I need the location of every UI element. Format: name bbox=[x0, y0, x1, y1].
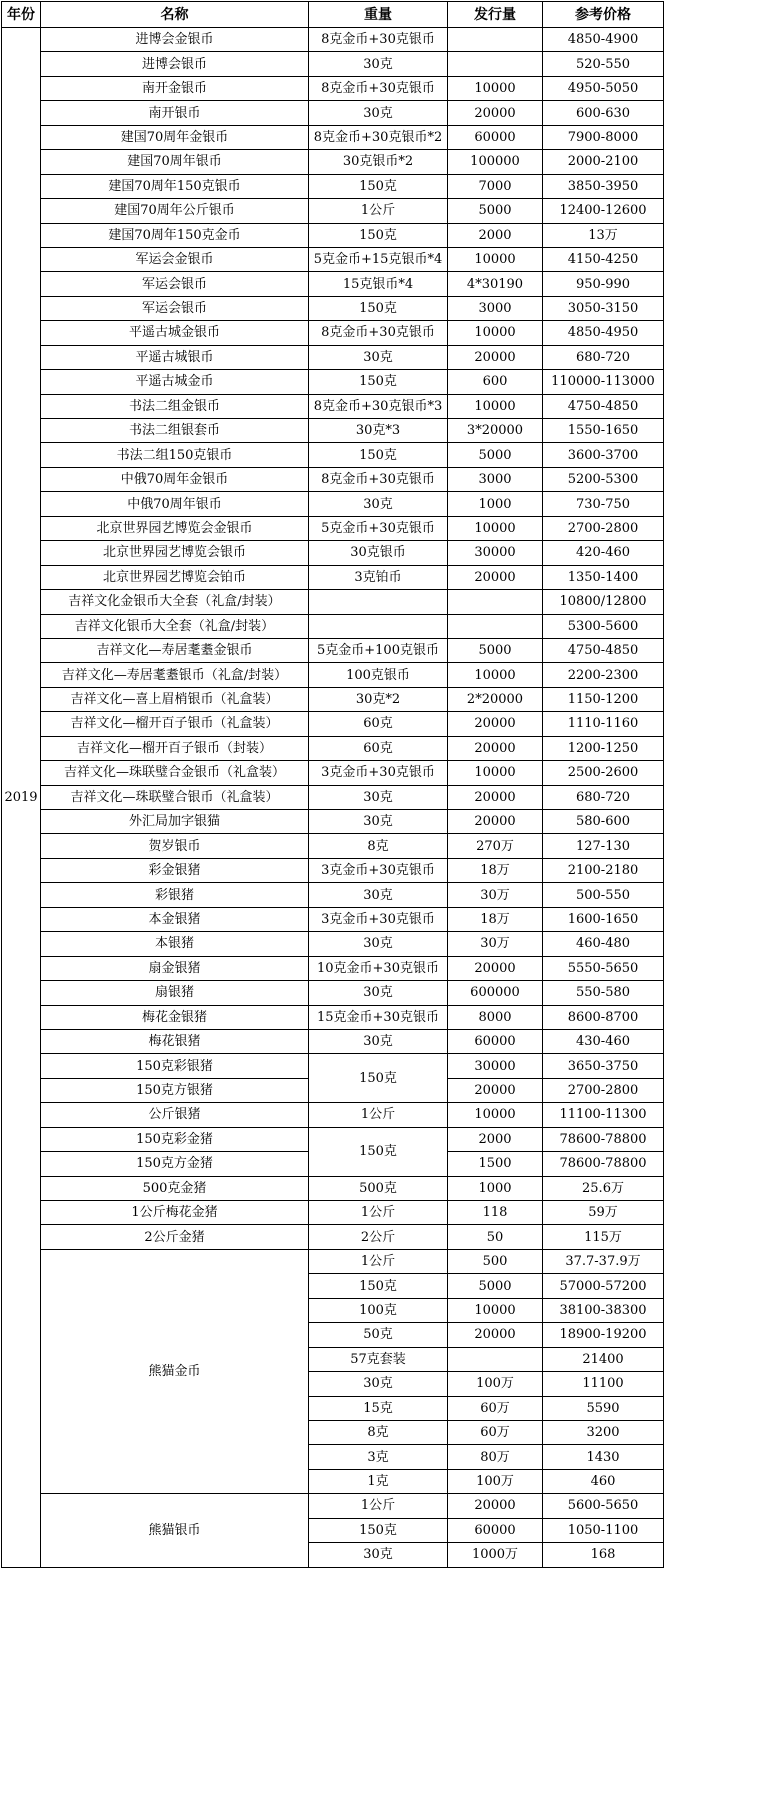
weight-cell: 1克 bbox=[309, 1469, 448, 1493]
mintage-cell: 20000 bbox=[448, 810, 543, 834]
name-cell: 吉祥文化—珠联璧合银币（礼盒装） bbox=[41, 785, 309, 809]
price-cell: 1350-1400 bbox=[543, 565, 664, 589]
weight-cell: 30克 bbox=[309, 1543, 448, 1567]
mintage-cell: 500 bbox=[448, 1249, 543, 1273]
table-row bbox=[2, 125, 664, 149]
price-cell: 2200-2300 bbox=[543, 663, 664, 687]
price-cell: 3850-3950 bbox=[543, 174, 664, 198]
price-cell: 680-720 bbox=[543, 345, 664, 369]
weight-cell: 1公斤 bbox=[309, 1249, 448, 1273]
header-weight: 重量 bbox=[309, 2, 448, 28]
name-cell: 吉祥文化金银币大全套（礼盒/封装） bbox=[41, 590, 309, 614]
mintage-cell: 2*20000 bbox=[448, 687, 543, 711]
mintage-cell: 60000 bbox=[448, 1029, 543, 1053]
name-cell: 熊猫金币 bbox=[41, 1249, 309, 1493]
name-cell: 贺岁银币 bbox=[41, 834, 309, 858]
price-cell: 2700-2800 bbox=[543, 516, 664, 540]
table-row bbox=[2, 541, 664, 565]
price-cell: 3650-3750 bbox=[543, 1054, 664, 1078]
weight-cell bbox=[309, 614, 448, 638]
name-cell: 北京世界园艺博览会铂币 bbox=[41, 565, 309, 589]
table-row bbox=[2, 419, 664, 443]
weight-cell: 8克 bbox=[309, 834, 448, 858]
mintage-cell: 600000 bbox=[448, 981, 543, 1005]
table-row bbox=[2, 761, 664, 785]
price-cell: 460 bbox=[543, 1469, 664, 1493]
table-row bbox=[2, 223, 664, 247]
price-cell: 168 bbox=[543, 1543, 664, 1567]
price-cell: 420-460 bbox=[543, 541, 664, 565]
table-row bbox=[2, 565, 664, 589]
weight-cell: 3克金币+30克银币 bbox=[309, 907, 448, 931]
weight-cell: 50克 bbox=[309, 1323, 448, 1347]
name-cell: 军运会金银币 bbox=[41, 247, 309, 271]
mintage-cell: 100000 bbox=[448, 150, 543, 174]
weight-cell: 5克金币+15克银币*4 bbox=[309, 247, 448, 271]
table-row bbox=[2, 1201, 664, 1225]
mintage-cell: 1000 bbox=[448, 1176, 543, 1200]
price-cell: 2500-2600 bbox=[543, 761, 664, 785]
name-cell: 扇金银猪 bbox=[41, 956, 309, 980]
table-row bbox=[2, 687, 664, 711]
name-cell: 梅花银猪 bbox=[41, 1029, 309, 1053]
name-cell: 吉祥文化—榴开百子银币（礼盒装） bbox=[41, 712, 309, 736]
table-row bbox=[2, 785, 664, 809]
price-cell: 5590 bbox=[543, 1396, 664, 1420]
price-cell: 500-550 bbox=[543, 883, 664, 907]
mintage-cell: 10000 bbox=[448, 761, 543, 785]
weight-cell: 10克金币+30克银币 bbox=[309, 956, 448, 980]
table-row bbox=[2, 663, 664, 687]
price-cell: 25.6万 bbox=[543, 1176, 664, 1200]
weight-cell: 1公斤 bbox=[309, 1103, 448, 1127]
name-cell: 建国70周年公斤银币 bbox=[41, 199, 309, 223]
mintage-cell: 60000 bbox=[448, 125, 543, 149]
price-cell: 2000-2100 bbox=[543, 150, 664, 174]
price-cell: 600-630 bbox=[543, 101, 664, 125]
price-cell: 12400-12600 bbox=[543, 199, 664, 223]
name-cell: 南开银币 bbox=[41, 101, 309, 125]
name-cell: 熊猫银币 bbox=[41, 1494, 309, 1567]
name-cell: 吉祥文化—珠联璧合金银币（礼盒装） bbox=[41, 761, 309, 785]
name-cell: 外汇局加字银猫 bbox=[41, 810, 309, 834]
weight-cell: 57克套装 bbox=[309, 1347, 448, 1371]
mintage-cell: 30万 bbox=[448, 932, 543, 956]
name-cell: 建国70周年银币 bbox=[41, 150, 309, 174]
name-cell: 150克方银猪 bbox=[41, 1078, 309, 1102]
table-row bbox=[2, 394, 664, 418]
mintage-cell: 60万 bbox=[448, 1420, 543, 1444]
mintage-cell: 270万 bbox=[448, 834, 543, 858]
table-row bbox=[2, 76, 664, 100]
weight-cell: 30克 bbox=[309, 810, 448, 834]
weight-cell: 8克金币+30克银币 bbox=[309, 467, 448, 491]
name-cell: 平遥古城金币 bbox=[41, 370, 309, 394]
mintage-cell: 18万 bbox=[448, 858, 543, 882]
name-cell: 军运会银币 bbox=[41, 296, 309, 320]
table-row bbox=[2, 247, 664, 271]
weight-cell: 3克金币+30克银币 bbox=[309, 858, 448, 882]
name-cell: 书法二组150克银币 bbox=[41, 443, 309, 467]
weight-cell: 30克 bbox=[309, 883, 448, 907]
mintage-cell: 20000 bbox=[448, 956, 543, 980]
mintage-cell bbox=[448, 590, 543, 614]
mintage-cell: 10000 bbox=[448, 516, 543, 540]
weight-cell: 30克 bbox=[309, 981, 448, 1005]
mintage-cell: 10000 bbox=[448, 321, 543, 345]
weight-cell: 15克 bbox=[309, 1396, 448, 1420]
price-cell: 520-550 bbox=[543, 52, 664, 76]
mintage-cell: 80万 bbox=[448, 1445, 543, 1469]
weight-cell: 150克 bbox=[309, 223, 448, 247]
table-row bbox=[2, 150, 664, 174]
weight-cell: 8克金币+30克银币*3 bbox=[309, 394, 448, 418]
table-row bbox=[2, 1054, 664, 1078]
mintage-cell: 20000 bbox=[448, 785, 543, 809]
header-mintage: 发行量 bbox=[448, 2, 543, 28]
name-cell: 南开金银币 bbox=[41, 76, 309, 100]
table-row bbox=[2, 834, 664, 858]
weight-cell: 60克 bbox=[309, 712, 448, 736]
price-cell: 1600-1650 bbox=[543, 907, 664, 931]
name-cell: 中俄70周年银币 bbox=[41, 492, 309, 516]
mintage-cell: 10000 bbox=[448, 663, 543, 687]
weight-cell: 8克金币+30克银币 bbox=[309, 321, 448, 345]
mintage-cell: 5000 bbox=[448, 638, 543, 662]
coin-price-table bbox=[1, 1, 664, 1568]
weight-cell: 30克 bbox=[309, 1029, 448, 1053]
header-price: 参考价格 bbox=[543, 2, 664, 28]
mintage-cell: 10000 bbox=[448, 1298, 543, 1322]
name-cell: 吉祥文化—榴开百子银币（封装） bbox=[41, 736, 309, 760]
weight-cell: 3克 bbox=[309, 1445, 448, 1469]
price-cell: 7900-8000 bbox=[543, 125, 664, 149]
price-cell: 38100-38300 bbox=[543, 1298, 664, 1322]
name-cell: 本金银猪 bbox=[41, 907, 309, 931]
name-cell: 军运会银币 bbox=[41, 272, 309, 296]
price-cell: 4750-4850 bbox=[543, 638, 664, 662]
header-row bbox=[2, 2, 664, 28]
table-row bbox=[2, 858, 664, 882]
name-cell: 平遥古城银币 bbox=[41, 345, 309, 369]
table-row bbox=[2, 1127, 664, 1151]
mintage-cell: 50 bbox=[448, 1225, 543, 1249]
mintage-cell: 30万 bbox=[448, 883, 543, 907]
price-cell: 4150-4250 bbox=[543, 247, 664, 271]
table-row bbox=[2, 174, 664, 198]
weight-cell: 150克 bbox=[309, 1054, 448, 1103]
price-cell: 2700-2800 bbox=[543, 1078, 664, 1102]
mintage-cell: 20000 bbox=[448, 565, 543, 589]
mintage-cell: 60000 bbox=[448, 1518, 543, 1542]
table-row bbox=[2, 467, 664, 491]
name-cell: 梅花金银猪 bbox=[41, 1005, 309, 1029]
price-cell: 2100-2180 bbox=[543, 858, 664, 882]
weight-cell: 1公斤 bbox=[309, 1494, 448, 1518]
table-row bbox=[2, 810, 664, 834]
weight-cell bbox=[309, 590, 448, 614]
mintage-cell: 20000 bbox=[448, 101, 543, 125]
price-cell: 4950-5050 bbox=[543, 76, 664, 100]
weight-cell: 1公斤 bbox=[309, 199, 448, 223]
mintage-cell: 2000 bbox=[448, 1127, 543, 1151]
table-row bbox=[2, 272, 664, 296]
price-cell: 3050-3150 bbox=[543, 296, 664, 320]
price-cell: 580-600 bbox=[543, 810, 664, 834]
mintage-cell: 118 bbox=[448, 1201, 543, 1225]
price-cell: 430-460 bbox=[543, 1029, 664, 1053]
table-row bbox=[2, 883, 664, 907]
weight-cell: 8克金币+30克银币*2 bbox=[309, 125, 448, 149]
table-row bbox=[2, 1225, 664, 1249]
price-cell: 550-580 bbox=[543, 981, 664, 1005]
price-cell: 1050-1100 bbox=[543, 1518, 664, 1542]
table-row bbox=[2, 52, 664, 76]
mintage-cell: 600 bbox=[448, 370, 543, 394]
name-cell: 北京世界园艺博览会金银币 bbox=[41, 516, 309, 540]
name-cell: 500克金猪 bbox=[41, 1176, 309, 1200]
mintage-cell: 5000 bbox=[448, 1274, 543, 1298]
weight-cell: 150克 bbox=[309, 296, 448, 320]
price-cell: 4850-4900 bbox=[543, 28, 664, 52]
price-cell: 11100-11300 bbox=[543, 1103, 664, 1127]
weight-cell: 150克 bbox=[309, 370, 448, 394]
table-row bbox=[2, 1005, 664, 1029]
price-cell: 10800/12800 bbox=[543, 590, 664, 614]
table-row bbox=[2, 638, 664, 662]
mintage-cell: 3000 bbox=[448, 296, 543, 320]
name-cell: 建国70周年150克金币 bbox=[41, 223, 309, 247]
name-cell: 中俄70周年金银币 bbox=[41, 467, 309, 491]
mintage-cell: 10000 bbox=[448, 247, 543, 271]
name-cell: 进博会金银币 bbox=[41, 28, 309, 52]
mintage-cell: 1500 bbox=[448, 1152, 543, 1176]
mintage-cell bbox=[448, 614, 543, 638]
mintage-cell: 20000 bbox=[448, 736, 543, 760]
name-cell: 彩金银猪 bbox=[41, 858, 309, 882]
table-row bbox=[2, 345, 664, 369]
name-cell: 本银猪 bbox=[41, 932, 309, 956]
year-cell: 2019 bbox=[2, 28, 41, 1568]
price-cell: 4750-4850 bbox=[543, 394, 664, 418]
name-cell: 吉祥文化—寿居耄耋金银币 bbox=[41, 638, 309, 662]
mintage-cell: 3*20000 bbox=[448, 419, 543, 443]
weight-cell: 60克 bbox=[309, 736, 448, 760]
price-cell: 730-750 bbox=[543, 492, 664, 516]
table-row bbox=[2, 907, 664, 931]
weight-cell: 30克银币*2 bbox=[309, 150, 448, 174]
weight-cell: 30克*3 bbox=[309, 419, 448, 443]
table-row bbox=[2, 296, 664, 320]
mintage-cell: 60万 bbox=[448, 1396, 543, 1420]
name-cell: 扇银猪 bbox=[41, 981, 309, 1005]
name-cell: 吉祥文化—寿居耄耋银币（礼盒/封装） bbox=[41, 663, 309, 687]
name-cell: 彩银猪 bbox=[41, 883, 309, 907]
weight-cell: 8克金币+30克银币 bbox=[309, 28, 448, 52]
price-cell: 115万 bbox=[543, 1225, 664, 1249]
table-row bbox=[2, 1029, 664, 1053]
mintage-cell bbox=[448, 1347, 543, 1371]
price-cell: 1550-1650 bbox=[543, 419, 664, 443]
table-row bbox=[2, 28, 664, 52]
mintage-cell: 18万 bbox=[448, 907, 543, 931]
mintage-cell bbox=[448, 52, 543, 76]
mintage-cell: 1000万 bbox=[448, 1543, 543, 1567]
table-row bbox=[2, 492, 664, 516]
weight-cell: 1公斤 bbox=[309, 1201, 448, 1225]
mintage-cell: 4*30190 bbox=[448, 272, 543, 296]
weight-cell: 8克金币+30克银币 bbox=[309, 76, 448, 100]
weight-cell: 15克银币*4 bbox=[309, 272, 448, 296]
price-cell: 37.7-37.9万 bbox=[543, 1249, 664, 1273]
weight-cell: 30克 bbox=[309, 52, 448, 76]
weight-cell: 100克银币 bbox=[309, 663, 448, 687]
name-cell: 1公斤梅花金猪 bbox=[41, 1201, 309, 1225]
mintage-cell: 5000 bbox=[448, 443, 543, 467]
weight-cell: 30克 bbox=[309, 1372, 448, 1396]
price-cell: 3200 bbox=[543, 1420, 664, 1444]
table-row bbox=[2, 614, 664, 638]
weight-cell: 3克金币+30克银币 bbox=[309, 761, 448, 785]
name-cell: 书法二组金银币 bbox=[41, 394, 309, 418]
price-cell: 5550-5650 bbox=[543, 956, 664, 980]
weight-cell: 30克 bbox=[309, 101, 448, 125]
mintage-cell: 20000 bbox=[448, 1323, 543, 1347]
price-cell: 5200-5300 bbox=[543, 467, 664, 491]
price-cell: 5300-5600 bbox=[543, 614, 664, 638]
price-cell: 59万 bbox=[543, 1201, 664, 1225]
weight-cell: 30克 bbox=[309, 932, 448, 956]
weight-cell: 500克 bbox=[309, 1176, 448, 1200]
table-row bbox=[2, 1249, 664, 1273]
weight-cell: 15克金币+30克银币 bbox=[309, 1005, 448, 1029]
name-cell: 吉祥文化银币大全套（礼盒/封装） bbox=[41, 614, 309, 638]
price-cell: 1430 bbox=[543, 1445, 664, 1469]
table-row bbox=[2, 443, 664, 467]
name-cell: 150克彩金猪 bbox=[41, 1127, 309, 1151]
weight-cell: 150克 bbox=[309, 443, 448, 467]
price-cell: 21400 bbox=[543, 1347, 664, 1371]
weight-cell: 5克金币+100克银币 bbox=[309, 638, 448, 662]
table-row bbox=[2, 932, 664, 956]
price-cell: 3600-3700 bbox=[543, 443, 664, 467]
name-cell: 建国70周年150克银币 bbox=[41, 174, 309, 198]
price-cell: 127-130 bbox=[543, 834, 664, 858]
weight-cell: 30克 bbox=[309, 492, 448, 516]
mintage-cell: 100万 bbox=[448, 1372, 543, 1396]
table-row bbox=[2, 1103, 664, 1127]
table-row bbox=[2, 516, 664, 540]
name-cell: 150克彩银猪 bbox=[41, 1054, 309, 1078]
name-cell: 2公斤金猪 bbox=[41, 1225, 309, 1249]
weight-cell: 8克 bbox=[309, 1420, 448, 1444]
name-cell: 北京世界园艺博览会银币 bbox=[41, 541, 309, 565]
table-row bbox=[2, 1176, 664, 1200]
mintage-cell: 1000 bbox=[448, 492, 543, 516]
price-cell: 18900-19200 bbox=[543, 1323, 664, 1347]
table-row bbox=[2, 1494, 664, 1518]
price-cell: 13万 bbox=[543, 223, 664, 247]
mintage-cell: 5000 bbox=[448, 199, 543, 223]
weight-cell: 150克 bbox=[309, 1274, 448, 1298]
name-cell: 书法二组银套币 bbox=[41, 419, 309, 443]
price-cell: 78600-78800 bbox=[543, 1127, 664, 1151]
price-cell: 460-480 bbox=[543, 932, 664, 956]
mintage-cell: 10000 bbox=[448, 76, 543, 100]
price-cell: 57000-57200 bbox=[543, 1274, 664, 1298]
table-row bbox=[2, 981, 664, 1005]
price-cell: 4850-4950 bbox=[543, 321, 664, 345]
name-cell: 平遥古城金银币 bbox=[41, 321, 309, 345]
price-cell: 680-720 bbox=[543, 785, 664, 809]
table-row bbox=[2, 590, 664, 614]
name-cell: 150克方金猪 bbox=[41, 1152, 309, 1176]
price-cell: 1150-1200 bbox=[543, 687, 664, 711]
weight-cell: 2公斤 bbox=[309, 1225, 448, 1249]
weight-cell: 3克铂币 bbox=[309, 565, 448, 589]
mintage-cell: 10000 bbox=[448, 394, 543, 418]
price-cell: 78600-78800 bbox=[543, 1152, 664, 1176]
mintage-cell: 20000 bbox=[448, 1078, 543, 1102]
table-row bbox=[2, 956, 664, 980]
name-cell: 公斤银猪 bbox=[41, 1103, 309, 1127]
price-cell: 110000-113000 bbox=[543, 370, 664, 394]
mintage-cell: 100万 bbox=[448, 1469, 543, 1493]
weight-cell: 150克 bbox=[309, 1127, 448, 1176]
header-name: 名称 bbox=[41, 2, 309, 28]
table-row bbox=[2, 321, 664, 345]
name-cell: 进博会银币 bbox=[41, 52, 309, 76]
weight-cell: 30克 bbox=[309, 785, 448, 809]
table-row bbox=[2, 199, 664, 223]
price-cell: 1110-1160 bbox=[543, 712, 664, 736]
mintage-cell bbox=[448, 28, 543, 52]
table-row bbox=[2, 712, 664, 736]
price-cell: 8600-8700 bbox=[543, 1005, 664, 1029]
mintage-cell: 30000 bbox=[448, 541, 543, 565]
weight-cell: 5克金币+30克银币 bbox=[309, 516, 448, 540]
weight-cell: 100克 bbox=[309, 1298, 448, 1322]
mintage-cell: 20000 bbox=[448, 712, 543, 736]
weight-cell: 150克 bbox=[309, 1518, 448, 1542]
price-cell: 950-990 bbox=[543, 272, 664, 296]
price-cell: 5600-5650 bbox=[543, 1494, 664, 1518]
table-row bbox=[2, 736, 664, 760]
mintage-cell: 10000 bbox=[448, 1103, 543, 1127]
name-cell: 建国70周年金银币 bbox=[41, 125, 309, 149]
mintage-cell: 8000 bbox=[448, 1005, 543, 1029]
weight-cell: 150克 bbox=[309, 174, 448, 198]
weight-cell: 30克银币 bbox=[309, 541, 448, 565]
weight-cell: 30克 bbox=[309, 345, 448, 369]
header-year: 年份 bbox=[2, 2, 41, 28]
mintage-cell: 30000 bbox=[448, 1054, 543, 1078]
table-body bbox=[2, 28, 664, 1568]
weight-cell: 30克*2 bbox=[309, 687, 448, 711]
name-cell: 吉祥文化—喜上眉梢银币（礼盒装） bbox=[41, 687, 309, 711]
mintage-cell: 2000 bbox=[448, 223, 543, 247]
mintage-cell: 20000 bbox=[448, 1494, 543, 1518]
price-cell: 1200-1250 bbox=[543, 736, 664, 760]
mintage-cell: 3000 bbox=[448, 467, 543, 491]
table-row bbox=[2, 370, 664, 394]
table-row bbox=[2, 101, 664, 125]
price-cell: 11100 bbox=[543, 1372, 664, 1396]
mintage-cell: 7000 bbox=[448, 174, 543, 198]
mintage-cell: 20000 bbox=[448, 345, 543, 369]
